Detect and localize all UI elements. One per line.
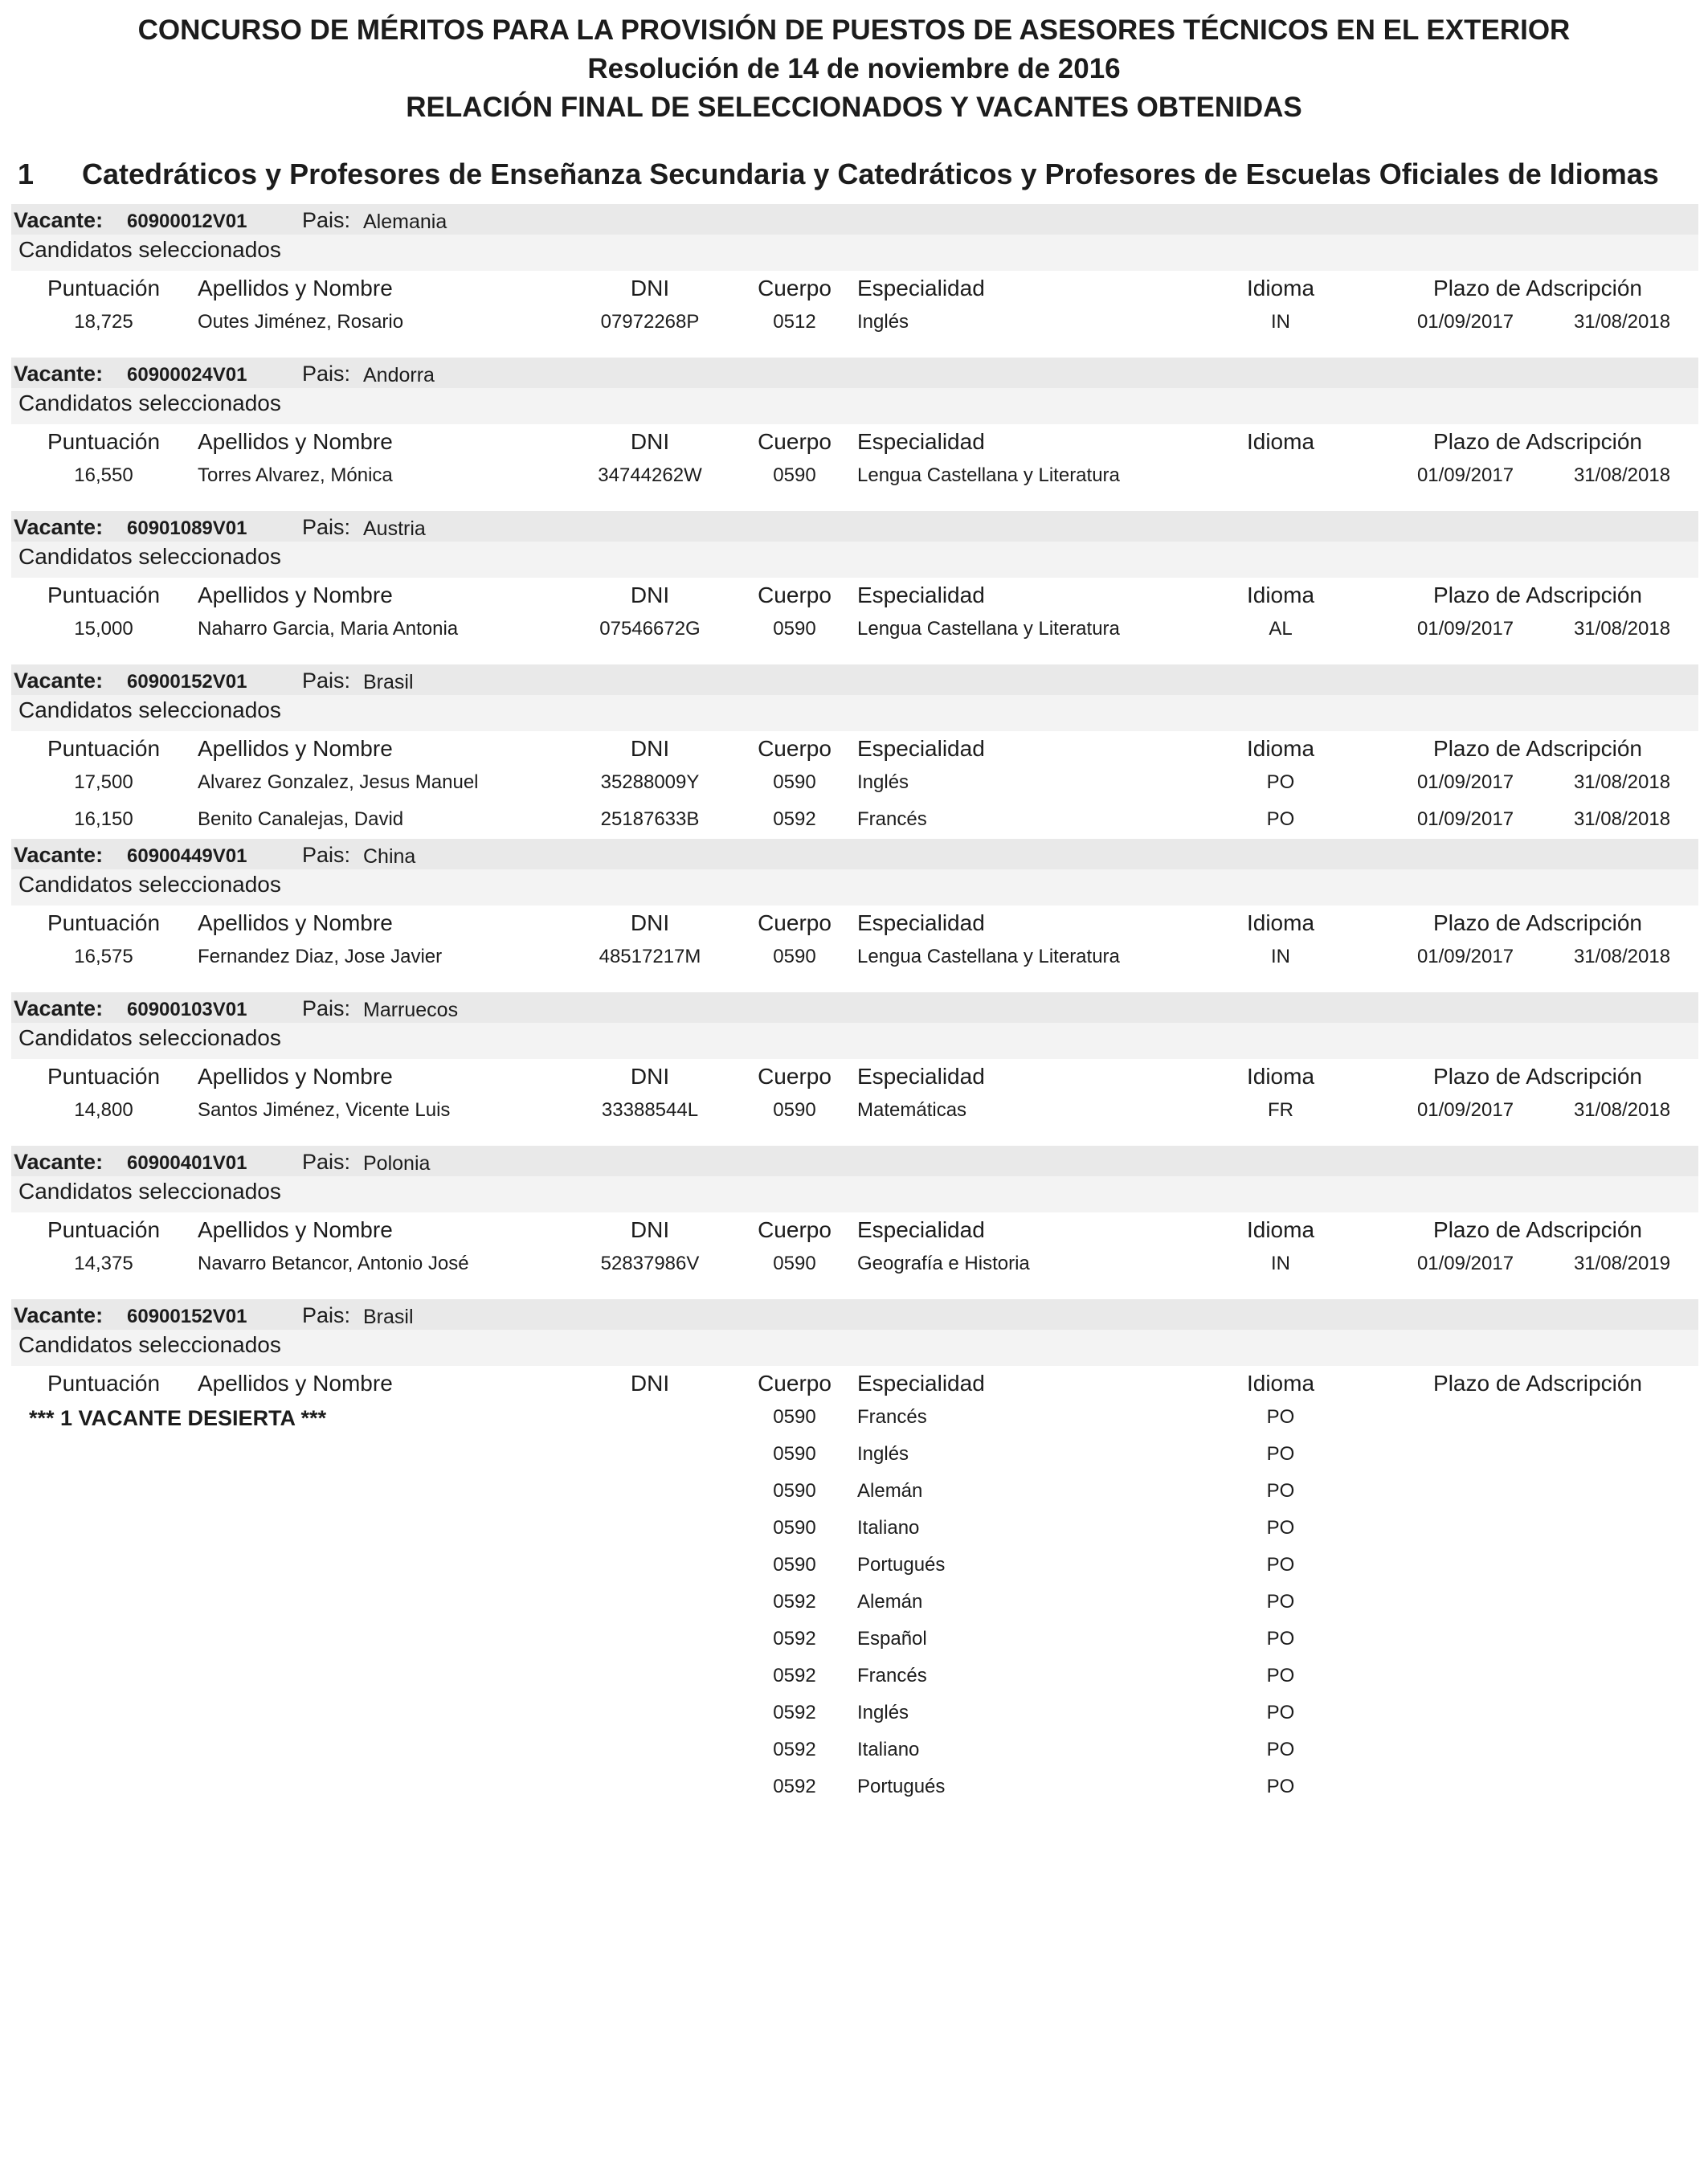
- column-header-row: [11, 1212, 1698, 1246]
- col-especialidad: Especialidad: [857, 1371, 985, 1396]
- col-nombre: Apellidos y Nombre: [198, 1064, 393, 1089]
- cell-cuerpo: 0590: [773, 1253, 816, 1274]
- col-dni: DNI: [630, 583, 670, 607]
- cell-especialidad: Portugués: [857, 1554, 946, 1576]
- candidatos-label: Candidatos seleccionados: [18, 390, 281, 415]
- cell-fecha-hasta: 31/08/2018: [1573, 808, 1671, 830]
- table-row: [11, 765, 1698, 802]
- cell-cuerpo: 0590: [773, 1406, 816, 1428]
- vacante-block: [11, 204, 1698, 341]
- col-idioma: Idioma: [1246, 1371, 1315, 1396]
- pais-value: China: [363, 845, 416, 868]
- cell-idioma: PO: [1266, 1702, 1295, 1723]
- col-cuerpo: Cuerpo: [758, 429, 832, 454]
- cell-idioma: PO: [1266, 1591, 1295, 1613]
- cell-puntuacion: 17,500: [74, 771, 133, 793]
- cell-dni: 52837986V: [600, 1253, 700, 1274]
- cell-fecha-desde: 01/09/2017: [1416, 311, 1514, 333]
- vacante-label: Vacante:: [14, 843, 104, 867]
- cell-fecha-desde: 01/09/2017: [1416, 808, 1514, 830]
- cell-idioma: PO: [1266, 1665, 1295, 1687]
- pais-label: Pais:: [302, 208, 351, 232]
- cell-idioma: PO: [1266, 1554, 1295, 1576]
- candidatos-heading-row: [11, 1176, 1698, 1212]
- pais-label: Pais:: [302, 515, 351, 539]
- vacante-block: [11, 992, 1698, 1130]
- cell-puntuacion: 18,725: [74, 311, 133, 333]
- col-nombre: Apellidos y Nombre: [198, 910, 393, 935]
- vacante-code: 60900152V01: [127, 1306, 247, 1327]
- pais-value: Brasil: [363, 1306, 414, 1328]
- vacante-header-row: [11, 511, 1698, 542]
- candidatos-heading-row: [11, 388, 1698, 424]
- column-header-row: [11, 906, 1698, 939]
- vacante-code: 60900152V01: [127, 671, 247, 693]
- col-puntuacion: Puntuación: [47, 429, 161, 454]
- cell-dni: 48517217M: [599, 946, 701, 967]
- cell-fecha-hasta: 31/08/2019: [1573, 1253, 1671, 1274]
- cell-cuerpo: 0592: [773, 1739, 816, 1760]
- cell-nombre: Benito Canalejas, David: [198, 808, 404, 830]
- candidatos-label: Candidatos seleccionados: [18, 1025, 281, 1050]
- pais-label: Pais:: [302, 668, 351, 693]
- title-line: CONCURSO DE MÉRITOS PARA LA PROVISIÓN DE PUESTOS DE ASESORES TÉCNICOS EN EL EXTERIOR: [137, 14, 1571, 46]
- vacante-label: Vacante:: [14, 362, 104, 386]
- col-idioma: Idioma: [1246, 1064, 1315, 1089]
- table-row: [11, 1093, 1698, 1130]
- vacante-code: 60900401V01: [127, 1152, 247, 1174]
- vacante-header-row: [11, 992, 1698, 1023]
- candidatos-heading-row: [11, 869, 1698, 906]
- table-row: [11, 1400, 1698, 1437]
- candidatos-heading-row: [11, 235, 1698, 271]
- table-row: [11, 1621, 1698, 1658]
- cell-nombre: Fernandez Diaz, Jose Javier: [198, 946, 443, 967]
- vacante-code: 60900449V01: [127, 845, 247, 867]
- section-number: 1: [18, 157, 35, 190]
- col-plazo: Plazo de Adscripción: [1433, 1064, 1642, 1089]
- table-row: [11, 1511, 1698, 1548]
- col-idioma: Idioma: [1246, 276, 1315, 301]
- cell-cuerpo: 0592: [773, 1591, 816, 1613]
- cell-fecha-hasta: 31/08/2018: [1573, 1099, 1671, 1121]
- cell-idioma: PO: [1266, 1628, 1295, 1650]
- col-puntuacion: Puntuación: [47, 736, 161, 761]
- cell-cuerpo: 0590: [773, 464, 816, 486]
- cell-idioma: PO: [1266, 1443, 1295, 1465]
- col-especialidad: Especialidad: [857, 429, 985, 454]
- section-heading: [18, 157, 1659, 191]
- cell-especialidad: Francés: [857, 1406, 927, 1428]
- col-dni: DNI: [630, 1217, 670, 1242]
- table-row: [11, 1732, 1698, 1769]
- pais-value: Austria: [363, 517, 426, 540]
- col-puntuacion: Puntuación: [47, 1217, 161, 1242]
- col-plazo: Plazo de Adscripción: [1433, 910, 1642, 935]
- col-cuerpo: Cuerpo: [758, 910, 832, 935]
- cell-especialidad: Alemán: [857, 1591, 923, 1613]
- vacante-header-row: [11, 1146, 1698, 1176]
- cell-puntuacion: 14,800: [74, 1099, 133, 1121]
- col-cuerpo: Cuerpo: [758, 583, 832, 607]
- col-especialidad: Especialidad: [857, 583, 985, 607]
- cell-nombre: Navarro Betancor, Antonio José: [198, 1253, 469, 1274]
- column-header-row: [11, 1366, 1698, 1400]
- cell-fecha-desde: 01/09/2017: [1416, 946, 1514, 967]
- cell-especialidad: Lengua Castellana y Literatura: [857, 464, 1120, 486]
- cell-idioma: FR: [1268, 1099, 1293, 1121]
- cell-nombre: Naharro Garcia, Maria Antonia: [198, 618, 459, 640]
- cell-nombre: Torres Alvarez, Mónica: [198, 464, 393, 486]
- vacante-code: 60900103V01: [127, 999, 247, 1020]
- pais-label: Pais:: [302, 362, 351, 386]
- cell-idioma: PO: [1266, 1776, 1295, 1797]
- cell-dni: 34744262W: [598, 464, 702, 486]
- cell-puntuacion: 15,000: [74, 618, 133, 640]
- candidatos-heading-row: [11, 542, 1698, 578]
- cell-idioma: IN: [1271, 311, 1290, 333]
- col-cuerpo: Cuerpo: [758, 276, 832, 301]
- cell-nombre: Santos Jiménez, Vicente Luis: [198, 1099, 451, 1121]
- cell-especialidad: Alemán: [857, 1480, 923, 1502]
- cell-dni: 33388544L: [601, 1099, 699, 1121]
- vacante-header-row: [11, 358, 1698, 388]
- pais-value: Alemania: [363, 211, 447, 233]
- pais-value: Polonia: [363, 1152, 431, 1175]
- cell-idioma: PO: [1266, 1480, 1295, 1502]
- cell-especialidad: Español: [857, 1628, 927, 1650]
- vacante-header-row: [11, 1299, 1698, 1330]
- vacante-label: Vacante:: [14, 515, 104, 539]
- col-puntuacion: Puntuación: [47, 583, 161, 607]
- section-title: Catedráticos y Profesores de Enseñanza Secundaria y Catedráticos y Profesores de Escuelas Oficiales de Idiomas: [82, 157, 1659, 190]
- table-row: [11, 458, 1698, 495]
- title-line: RELACIÓN FINAL DE SELECCIONADOS Y VACANTES OBTENIDAS: [406, 92, 1302, 123]
- col-dni: DNI: [630, 910, 670, 935]
- cell-puntuacion: 16,575: [74, 946, 133, 967]
- vacante-label: Vacante:: [14, 1303, 104, 1327]
- col-nombre: Apellidos y Nombre: [198, 429, 393, 454]
- col-puntuacion: Puntuación: [47, 1064, 161, 1089]
- vacante-code: 60900024V01: [127, 364, 247, 386]
- column-header-row: [11, 424, 1698, 458]
- vacante-code: 60900012V01: [127, 211, 247, 232]
- cell-fecha-hasta: 31/08/2018: [1573, 464, 1671, 486]
- candidatos-label: Candidatos seleccionados: [18, 872, 281, 897]
- pais-label: Pais:: [302, 1303, 351, 1327]
- cell-idioma: AL: [1269, 618, 1293, 640]
- cell-especialidad: Francés: [857, 808, 927, 830]
- vacante-block: [11, 358, 1698, 495]
- cell-dni: 07972268P: [600, 311, 700, 333]
- col-especialidad: Especialidad: [857, 276, 985, 301]
- cell-especialidad: Italiano: [857, 1517, 920, 1539]
- vacante-block: [11, 1146, 1698, 1283]
- col-especialidad: Especialidad: [857, 1064, 985, 1089]
- col-nombre: Apellidos y Nombre: [198, 276, 393, 301]
- pais-label: Pais:: [302, 843, 351, 867]
- cell-puntuacion: 16,150: [74, 808, 133, 830]
- vacante-header-row: [11, 664, 1698, 695]
- col-especialidad: Especialidad: [857, 910, 985, 935]
- cell-especialidad: Lengua Castellana y Literatura: [857, 618, 1120, 640]
- cell-especialidad: Inglés: [857, 311, 909, 333]
- cell-especialidad: Inglés: [857, 1702, 909, 1723]
- cell-cuerpo: 0590: [773, 771, 816, 793]
- table-row: [11, 1246, 1698, 1283]
- column-header-row: [11, 1059, 1698, 1093]
- cell-fecha-hasta: 31/08/2018: [1573, 311, 1671, 333]
- vacante-desierta-block: [11, 1299, 1698, 1806]
- cell-idioma: IN: [1271, 1253, 1290, 1274]
- col-cuerpo: Cuerpo: [758, 1064, 832, 1089]
- cell-cuerpo: 0512: [773, 311, 816, 333]
- col-puntuacion: Puntuación: [47, 1371, 161, 1396]
- title-line: Resolución de 14 de noviembre de 2016: [587, 53, 1121, 84]
- cell-especialidad: Lengua Castellana y Literatura: [857, 946, 1120, 967]
- cell-cuerpo: 0590: [773, 946, 816, 967]
- cell-dni: 35288009Y: [600, 771, 700, 793]
- col-especialidad: Especialidad: [857, 736, 985, 761]
- table-row: [11, 1695, 1698, 1732]
- cell-idioma: IN: [1271, 946, 1290, 967]
- col-nombre: Apellidos y Nombre: [198, 583, 393, 607]
- table-row: [11, 802, 1698, 839]
- cell-fecha-desde: 01/09/2017: [1416, 771, 1514, 793]
- pais-value: Brasil: [363, 671, 414, 693]
- col-idioma: Idioma: [1246, 1217, 1315, 1242]
- vacante-label: Vacante:: [14, 1150, 104, 1174]
- cell-puntuacion: 16,550: [74, 464, 133, 486]
- col-plazo: Plazo de Adscripción: [1433, 276, 1642, 301]
- cell-fecha-desde: 01/09/2017: [1416, 618, 1514, 640]
- cell-cuerpo: 0590: [773, 1099, 816, 1121]
- col-cuerpo: Cuerpo: [758, 1371, 832, 1396]
- col-dni: DNI: [630, 276, 670, 301]
- table-row: [11, 1437, 1698, 1474]
- column-header-row: [11, 731, 1698, 765]
- cell-idioma: PO: [1266, 1517, 1295, 1539]
- col-puntuacion: Puntuación: [47, 910, 161, 935]
- cell-cuerpo: 0592: [773, 1628, 816, 1650]
- cell-especialidad: Portugués: [857, 1776, 946, 1797]
- table-row: [11, 1658, 1698, 1695]
- col-idioma: Idioma: [1246, 583, 1315, 607]
- cell-cuerpo: 0592: [773, 1665, 816, 1687]
- vacante-label: Vacante:: [14, 208, 104, 232]
- col-dni: DNI: [630, 429, 670, 454]
- col-plazo: Plazo de Adscripción: [1433, 736, 1642, 761]
- col-idioma: Idioma: [1246, 429, 1315, 454]
- cell-idioma: PO: [1266, 771, 1295, 793]
- cell-fecha-hasta: 31/08/2018: [1573, 771, 1671, 793]
- candidatos-label: Candidatos seleccionados: [18, 237, 281, 262]
- col-cuerpo: Cuerpo: [758, 1217, 832, 1242]
- vacante-header-row: [11, 204, 1698, 235]
- cell-dni: 07546672G: [599, 618, 701, 640]
- vacante-block: [11, 839, 1698, 976]
- candidatos-heading-row: [11, 1023, 1698, 1059]
- col-nombre: Apellidos y Nombre: [198, 736, 393, 761]
- cell-especialidad: Italiano: [857, 1739, 920, 1760]
- col-nombre: Apellidos y Nombre: [198, 1217, 393, 1242]
- cell-cuerpo: 0592: [773, 1702, 816, 1723]
- vacante-block: [11, 511, 1698, 648]
- col-plazo: Plazo de Adscripción: [1433, 1217, 1642, 1242]
- vacante-header-row: [11, 839, 1698, 869]
- table-row: [11, 611, 1698, 648]
- table-row: [11, 305, 1698, 341]
- cell-cuerpo: 0590: [773, 1554, 816, 1576]
- cell-idioma: PO: [1266, 1739, 1295, 1760]
- col-idioma: Idioma: [1246, 736, 1315, 761]
- column-header-row: [11, 578, 1698, 611]
- cell-puntuacion: 14,375: [74, 1253, 133, 1274]
- pais-label: Pais:: [302, 1150, 351, 1174]
- cell-nombre: Alvarez Gonzalez, Jesus Manuel: [198, 771, 479, 793]
- cell-especialidad: Matemáticas: [857, 1099, 967, 1121]
- cell-fecha-hasta: 31/08/2018: [1573, 946, 1671, 967]
- col-dni: DNI: [630, 736, 670, 761]
- col-dni: DNI: [630, 1064, 670, 1089]
- cell-cuerpo: 0592: [773, 1776, 816, 1797]
- cell-especialidad: Inglés: [857, 1443, 909, 1465]
- table-row: [11, 1474, 1698, 1511]
- cell-cuerpo: 0590: [773, 1517, 816, 1539]
- cell-fecha-desde: 01/09/2017: [1416, 1099, 1514, 1121]
- cell-cuerpo: 0592: [773, 808, 816, 830]
- cell-especialidad: Inglés: [857, 771, 909, 793]
- table-row: [11, 1769, 1698, 1806]
- col-idioma: Idioma: [1246, 910, 1315, 935]
- col-plazo: Plazo de Adscripción: [1433, 429, 1642, 454]
- document-title: [0, 11, 1708, 127]
- pais-value: Marruecos: [363, 999, 459, 1021]
- cell-dni: 25187633B: [600, 808, 700, 830]
- vacante-block: [11, 664, 1698, 839]
- col-nombre: Apellidos y Nombre: [198, 1371, 393, 1396]
- cell-cuerpo: 0590: [773, 1480, 816, 1502]
- candidatos-heading-row: [11, 695, 1698, 731]
- col-puntuacion: Puntuación: [47, 276, 161, 301]
- col-plazo: Plazo de Adscripción: [1433, 1371, 1642, 1396]
- cell-fecha-desde: 01/09/2017: [1416, 464, 1514, 486]
- col-plazo: Plazo de Adscripción: [1433, 583, 1642, 607]
- vacante-label: Vacante:: [14, 996, 104, 1020]
- table-row: [11, 939, 1698, 976]
- candidatos-heading-row: [11, 1330, 1698, 1366]
- col-cuerpo: Cuerpo: [758, 736, 832, 761]
- cell-fecha-desde: 01/09/2017: [1416, 1253, 1514, 1274]
- cell-fecha-hasta: 31/08/2018: [1573, 618, 1671, 640]
- col-especialidad: Especialidad: [857, 1217, 985, 1242]
- cell-especialidad: Geografía e Historia: [857, 1253, 1030, 1274]
- candidatos-label: Candidatos seleccionados: [18, 1179, 281, 1204]
- vacante-code: 60901089V01: [127, 517, 247, 539]
- cell-nombre: Outes Jiménez, Rosario: [198, 311, 404, 333]
- table-row: [11, 1584, 1698, 1621]
- cell-idioma: PO: [1266, 808, 1295, 830]
- cell-cuerpo: 0590: [773, 618, 816, 640]
- candidatos-label: Candidatos seleccionados: [18, 544, 281, 569]
- vacante-desierta-text: *** 1 VACANTE DESIERTA ***: [29, 1406, 327, 1430]
- column-header-row: [11, 271, 1698, 305]
- cell-especialidad: Francés: [857, 1665, 927, 1687]
- cell-cuerpo: 0590: [773, 1443, 816, 1465]
- vacante-label: Vacante:: [14, 668, 104, 693]
- table-row: [11, 1548, 1698, 1584]
- pais-value: Andorra: [363, 364, 435, 386]
- candidatos-label: Candidatos seleccionados: [18, 1332, 281, 1357]
- pais-label: Pais:: [302, 996, 351, 1020]
- col-dni: DNI: [630, 1371, 670, 1396]
- candidatos-label: Candidatos seleccionados: [18, 697, 281, 722]
- cell-idioma: PO: [1266, 1406, 1295, 1428]
